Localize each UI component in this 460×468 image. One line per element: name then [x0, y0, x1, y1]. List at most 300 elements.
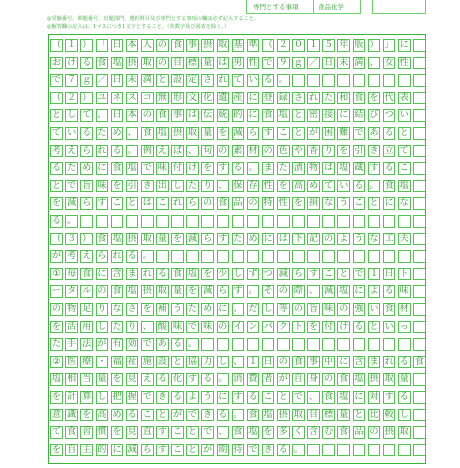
grid-cell: 費 — [248, 374, 258, 385]
grid-cell: こ — [399, 163, 409, 174]
grid-cell: 量 — [203, 128, 213, 138]
grid-cell: 多 — [278, 427, 288, 438]
grid-cell: 旨 — [82, 180, 92, 191]
grid-cell: 味 — [97, 180, 107, 191]
grid-cell: う — [354, 233, 364, 244]
grid-cell: さ — [293, 92, 303, 103]
grid-cell: を — [203, 268, 213, 279]
grid-cell: 量 — [203, 57, 213, 68]
grid-cell: 医 — [67, 356, 77, 367]
grid-cell: 統 — [218, 110, 228, 121]
grid-cell — [383, 74, 396, 87]
grid-cell: 福 — [112, 356, 122, 367]
grid-cell: る — [51, 163, 61, 174]
grid-cell: で — [203, 427, 213, 438]
grid-cell — [201, 215, 214, 228]
grid-cell — [413, 109, 426, 122]
grid-cell: で — [354, 268, 364, 279]
grid-cell: 習 — [82, 427, 92, 438]
grid-cell: 減 — [278, 268, 288, 279]
grid-cell — [413, 321, 426, 334]
grid-cell: 塩 — [51, 374, 61, 385]
grid-cell: ら — [82, 145, 92, 156]
grid-cell: 考 — [67, 251, 77, 262]
grid-cell: と — [339, 268, 349, 279]
grid-cell — [353, 250, 366, 263]
grid-cell: 目 — [309, 409, 319, 420]
grid-cell: え — [67, 145, 77, 156]
grid-cell: 品 — [354, 427, 364, 438]
grid-cell: 量 — [339, 409, 349, 420]
grid-cell: を — [112, 374, 122, 385]
grid-cell: 旨 — [309, 304, 319, 314]
grid-cell: と — [188, 444, 198, 455]
grid-cell — [171, 215, 184, 228]
grid-cell: さ — [203, 75, 213, 86]
grid-cell — [413, 303, 426, 316]
grid-cell: 食 — [157, 110, 167, 121]
grid-cell: 量 — [399, 374, 409, 385]
grid-cell: ま — [263, 163, 273, 174]
grid-cell: と — [399, 128, 409, 138]
grid-cell: イ — [233, 321, 243, 332]
grid-cell: め — [112, 128, 122, 138]
grid-cell: す — [218, 233, 228, 244]
grid-cell: 酸 — [157, 321, 167, 332]
grid-cell: 材 — [248, 145, 258, 156]
grid-cell — [186, 215, 199, 228]
grid-cell: で — [67, 180, 77, 191]
grid-cell: る — [157, 374, 167, 385]
grid-cell: で — [142, 163, 152, 174]
grid-cell: の — [278, 356, 288, 367]
grid-cell: 食 — [97, 233, 107, 244]
grid-cell: で — [142, 339, 152, 350]
grid-cell: ら — [82, 198, 92, 209]
grid-cell: 食 — [414, 356, 424, 367]
grid-cell: と — [157, 409, 167, 420]
grid-cell — [292, 215, 305, 228]
grid-cell: す — [157, 444, 167, 455]
grid-cell: 減 — [324, 286, 334, 297]
grid-cell — [337, 215, 350, 228]
grid-cell — [413, 92, 426, 105]
grid-cell — [307, 74, 320, 87]
grid-cell: き — [263, 444, 273, 455]
grid-cell — [413, 145, 426, 158]
grid-cell: 性 — [248, 57, 258, 68]
grid-cell: 毎 — [67, 268, 77, 279]
grid-cell: 目 — [172, 57, 182, 68]
grid-cell: し — [67, 110, 77, 121]
grid-cell: ク — [278, 321, 288, 332]
grid-cell: 」 — [384, 40, 394, 50]
grid-cell — [398, 215, 411, 228]
grid-cell: 取 — [399, 427, 409, 438]
grid-cell: う — [172, 304, 182, 314]
grid-cell — [307, 250, 320, 263]
grid-cell: を — [112, 427, 122, 438]
grid-cell: が — [51, 251, 61, 262]
grid-cell: つ — [384, 110, 394, 121]
grid-cell — [383, 250, 396, 263]
grid-cell: 塩 — [127, 286, 137, 297]
grid-cell: こ — [278, 128, 288, 138]
grid-cell: れ — [309, 92, 319, 103]
grid-cell: ト — [293, 321, 303, 332]
grid-cell: 消 — [233, 374, 243, 385]
grid-cell: 食 — [233, 427, 243, 438]
grid-cell: あ — [369, 128, 379, 138]
grid-cell: る — [263, 75, 273, 86]
grid-cell: 少 — [218, 268, 228, 279]
grid-cell — [398, 74, 411, 87]
grid-cell: る — [278, 444, 288, 455]
grid-cell: １ — [309, 40, 319, 50]
grid-cell: ら — [248, 128, 258, 138]
grid-cell: す — [188, 374, 198, 385]
grid-cell: 。 — [369, 180, 379, 191]
header-extra-box — [372, 0, 426, 14]
grid-cell: こ — [324, 268, 334, 279]
grid-cell: ５ — [324, 40, 334, 50]
grid-cell: こ — [172, 427, 182, 438]
grid-cell: の — [263, 145, 273, 156]
grid-cell — [337, 250, 350, 263]
grid-cell: の — [293, 304, 303, 314]
grid-cell: 男 — [233, 57, 243, 68]
grid-cell: 含 — [112, 268, 122, 279]
instruction-line-2: ◎解答欄の記入は、1マスにつき1文字とすること。（英数字及び図表を除く。） — [47, 24, 230, 30]
grid-cell: 。 — [248, 163, 258, 174]
grid-cell: を — [278, 180, 288, 191]
grid-cell: し — [97, 321, 107, 332]
grid-cell: の — [51, 304, 61, 314]
grid-cell — [413, 409, 426, 422]
grid-cell: 的 — [233, 110, 243, 121]
grid-cell: ま — [369, 356, 379, 367]
grid-cell: よ — [369, 286, 379, 297]
grid-cell: 記 — [309, 233, 319, 244]
grid-cell: 。 — [188, 339, 198, 350]
grid-cell: （ — [263, 40, 273, 50]
grid-cell: す — [233, 286, 243, 297]
grid-cell: 量 — [157, 233, 167, 244]
grid-cell — [141, 215, 154, 228]
grid-cell: 相 — [67, 374, 77, 385]
grid-cell: ら — [203, 233, 213, 244]
grid-cell: い — [67, 128, 77, 138]
grid-cell: 比 — [369, 409, 379, 420]
grid-cell: 産 — [233, 92, 243, 103]
grid-cell: 付 — [172, 163, 182, 174]
grid-cell: 足 — [82, 304, 92, 314]
grid-cell: に — [399, 40, 409, 50]
grid-cell: る — [112, 145, 122, 156]
grid-cell — [353, 338, 366, 351]
grid-cell: ー — [51, 286, 61, 297]
grid-cell: を — [369, 92, 379, 103]
grid-cell: ２ — [278, 40, 288, 50]
grid-cell: き — [157, 392, 167, 402]
grid-cell: 本 — [127, 40, 137, 50]
grid-cell: の — [218, 145, 228, 156]
grid-cell: 和 — [339, 92, 349, 103]
grid-cell: 塩 — [127, 163, 137, 174]
grid-cell: 食 — [339, 427, 349, 438]
grid-cell: を — [188, 286, 198, 297]
grid-cell: い — [399, 110, 409, 121]
grid-cell: る — [384, 163, 394, 174]
grid-cell: 摂 — [127, 233, 137, 244]
grid-cell: 減 — [127, 444, 137, 455]
grid-cell — [413, 268, 426, 281]
grid-cell: 見 — [127, 374, 137, 385]
grid-cell — [413, 74, 426, 87]
grid-cell: ル — [82, 286, 92, 297]
grid-cell: 食 — [384, 304, 394, 314]
grid-cell: に — [248, 92, 258, 103]
grid-cell: る — [399, 392, 409, 402]
grid-cell: を — [142, 304, 152, 314]
grid-cell: が — [172, 409, 182, 420]
grid-cell: る — [354, 180, 364, 191]
grid-cell: る — [248, 392, 258, 402]
grid-cell: ） — [369, 40, 379, 50]
grid-cell: の — [142, 110, 152, 121]
grid-cell: ） — [82, 40, 92, 50]
grid-cell: 主 — [82, 444, 92, 455]
grid-cell: 、 — [369, 57, 379, 68]
grid-cell: 本 — [127, 110, 137, 121]
grid-cell: パ — [263, 321, 273, 332]
grid-cell: 味 — [157, 163, 167, 174]
grid-cell: 摂 — [142, 286, 152, 297]
grid-cell: 塩 — [399, 180, 409, 191]
grid-cell: 食 — [248, 409, 258, 420]
grid-cell: 出 — [157, 180, 167, 191]
grid-cell: 食 — [384, 180, 394, 191]
grid-cell: を — [51, 444, 61, 455]
grid-cell: し — [172, 180, 182, 191]
field-value-box — [313, 0, 361, 14]
grid-cell: の — [157, 57, 167, 68]
grid-cell: き — [369, 145, 379, 156]
grid-cell: 満 — [354, 57, 364, 68]
grid-cell: 未 — [339, 57, 349, 68]
grid-cell: 量 — [97, 374, 107, 385]
grid-cell: を — [309, 321, 319, 332]
grid-cell: ら — [188, 198, 198, 209]
grid-cell: で — [354, 128, 364, 138]
grid-cell: の — [248, 198, 258, 209]
grid-cell: 未 — [127, 75, 137, 86]
grid-cell — [413, 233, 426, 246]
grid-cell: に — [97, 268, 107, 279]
grid-cell: こ — [157, 198, 167, 209]
grid-cell: そ — [263, 286, 273, 297]
grid-cell: ｇ — [82, 75, 92, 86]
grid-cell: 取 — [142, 57, 152, 68]
grid-cell: た — [233, 233, 243, 244]
grid-cell: 満 — [142, 75, 152, 86]
grid-cell: 蔵 — [354, 163, 364, 174]
grid-cell — [277, 250, 290, 263]
answer-grid — [48, 34, 426, 464]
grid-cell: こ — [112, 198, 122, 209]
grid-cell: た — [112, 321, 122, 332]
grid-cell: が — [97, 339, 107, 350]
grid-cell: 。 — [233, 409, 243, 420]
grid-cell: さ — [127, 304, 137, 314]
grid-cell: を — [51, 321, 61, 332]
grid-cell — [368, 74, 381, 87]
grid-cell — [413, 180, 426, 193]
grid-cell: 身 — [309, 374, 319, 385]
grid-cell: し — [263, 304, 273, 314]
grid-cell: で — [293, 392, 303, 402]
grid-cell — [322, 74, 335, 87]
grid-cell: を — [172, 233, 182, 244]
grid-cell: れ — [142, 268, 152, 279]
grid-cell — [217, 250, 230, 263]
grid-cell: 形 — [172, 92, 182, 103]
grid-cell — [292, 338, 305, 351]
grid-cell: 性 — [278, 198, 288, 209]
grid-cell: す — [218, 163, 228, 174]
grid-cell: 用 — [82, 321, 92, 332]
grid-cell: ・ — [97, 356, 107, 367]
grid-cell: れ — [218, 75, 228, 86]
grid-cell: う — [203, 392, 213, 402]
grid-cell: は — [142, 198, 152, 209]
grid-cell: 標 — [324, 409, 334, 420]
grid-cell: に — [218, 304, 228, 314]
grid-cell — [262, 250, 275, 263]
grid-cell: の — [369, 427, 379, 438]
grid-cell — [368, 444, 381, 457]
grid-cell: に — [339, 110, 349, 121]
grid-cell: コ — [142, 92, 152, 103]
grid-cell: た — [188, 180, 198, 191]
grid-cell — [353, 444, 366, 457]
grid-cell: 握 — [127, 392, 137, 402]
grid-cell: 、 — [309, 286, 319, 297]
grid-cell — [353, 215, 366, 228]
grid-cell: ／ — [309, 57, 319, 68]
grid-cell — [232, 215, 245, 228]
grid-cell: タ — [67, 286, 77, 297]
grid-cell: で — [263, 57, 273, 68]
grid-cell: 密 — [309, 110, 319, 121]
grid-cell — [368, 250, 381, 263]
grid-cell: い — [384, 321, 394, 332]
grid-cell: 日 — [112, 40, 122, 50]
grid-cell: れ — [112, 251, 122, 262]
grid-cell: 材 — [399, 304, 409, 314]
grid-cell: を — [218, 128, 228, 138]
grid-cell — [398, 338, 411, 351]
grid-cell — [171, 250, 184, 263]
grid-cell: 香 — [309, 145, 319, 156]
grid-cell — [186, 250, 199, 263]
grid-cell: こ — [263, 392, 273, 402]
grid-cell: は — [188, 110, 198, 121]
grid-cell: 直 — [142, 427, 152, 438]
grid-cell — [201, 338, 214, 351]
grid-cell: 摂 — [203, 40, 213, 50]
grid-cell: 損 — [309, 198, 319, 209]
grid-cell: す — [157, 427, 167, 438]
grid-cell: 定 — [188, 75, 198, 86]
grid-cell: 。 — [142, 251, 152, 262]
grid-cell: 高 — [293, 180, 303, 191]
grid-cell: す — [384, 392, 394, 402]
grid-cell: 的 — [97, 444, 107, 455]
grid-cell — [413, 444, 426, 457]
grid-cell: に — [97, 163, 107, 174]
grid-cell: 期 — [218, 444, 228, 455]
grid-cell: 食 — [172, 40, 182, 50]
grid-cell: 品 — [233, 198, 243, 209]
grid-cell: け — [188, 163, 198, 174]
grid-cell: 日 — [324, 57, 334, 68]
grid-cell: 把 — [112, 392, 122, 402]
grid-cell: 例 — [142, 145, 152, 156]
grid-cell: て — [399, 145, 409, 156]
grid-cell: る — [82, 57, 92, 68]
grid-cell: 計 — [67, 392, 77, 402]
grid-cell: 食 — [172, 268, 182, 279]
grid-cell: る — [82, 128, 92, 138]
grid-cell — [413, 162, 426, 175]
grid-cell: 手 — [67, 339, 77, 350]
grid-cell: ９ — [278, 57, 288, 68]
grid-cell: は — [278, 233, 288, 244]
grid-cell: た — [51, 339, 61, 350]
grid-cell — [413, 197, 426, 210]
grid-cell: 文 — [188, 92, 198, 103]
grid-cell: 摂 — [384, 427, 394, 438]
grid-cell: 表 — [399, 92, 409, 103]
grid-cell — [247, 338, 260, 351]
grid-cell: る — [354, 321, 364, 332]
grid-cell: 塩 — [248, 427, 258, 438]
grid-cell: い — [248, 75, 258, 86]
grid-cell — [413, 215, 426, 228]
grid-cell: 慣 — [97, 427, 107, 438]
grid-cell: な — [112, 304, 122, 314]
grid-cell — [292, 74, 305, 87]
grid-cell: 食 — [112, 286, 122, 297]
grid-cell: れ — [97, 145, 107, 156]
grid-cell: 減 — [67, 198, 77, 209]
grid-cell: 特 — [263, 198, 273, 209]
grid-cell: に — [112, 444, 122, 455]
grid-cell: 取 — [384, 374, 394, 385]
grid-cell: す — [233, 392, 243, 402]
grid-cell: す — [309, 268, 319, 279]
grid-cell: ２ — [67, 92, 77, 103]
grid-cell: を — [112, 180, 122, 191]
grid-cell: こ — [142, 409, 152, 420]
grid-cell: と — [369, 198, 379, 209]
grid-cell: ン — [248, 321, 258, 332]
grid-cell: と — [278, 392, 288, 402]
grid-cell: き — [142, 180, 152, 191]
grid-cell: 自 — [67, 444, 77, 455]
grid-cell: ま — [127, 268, 137, 279]
